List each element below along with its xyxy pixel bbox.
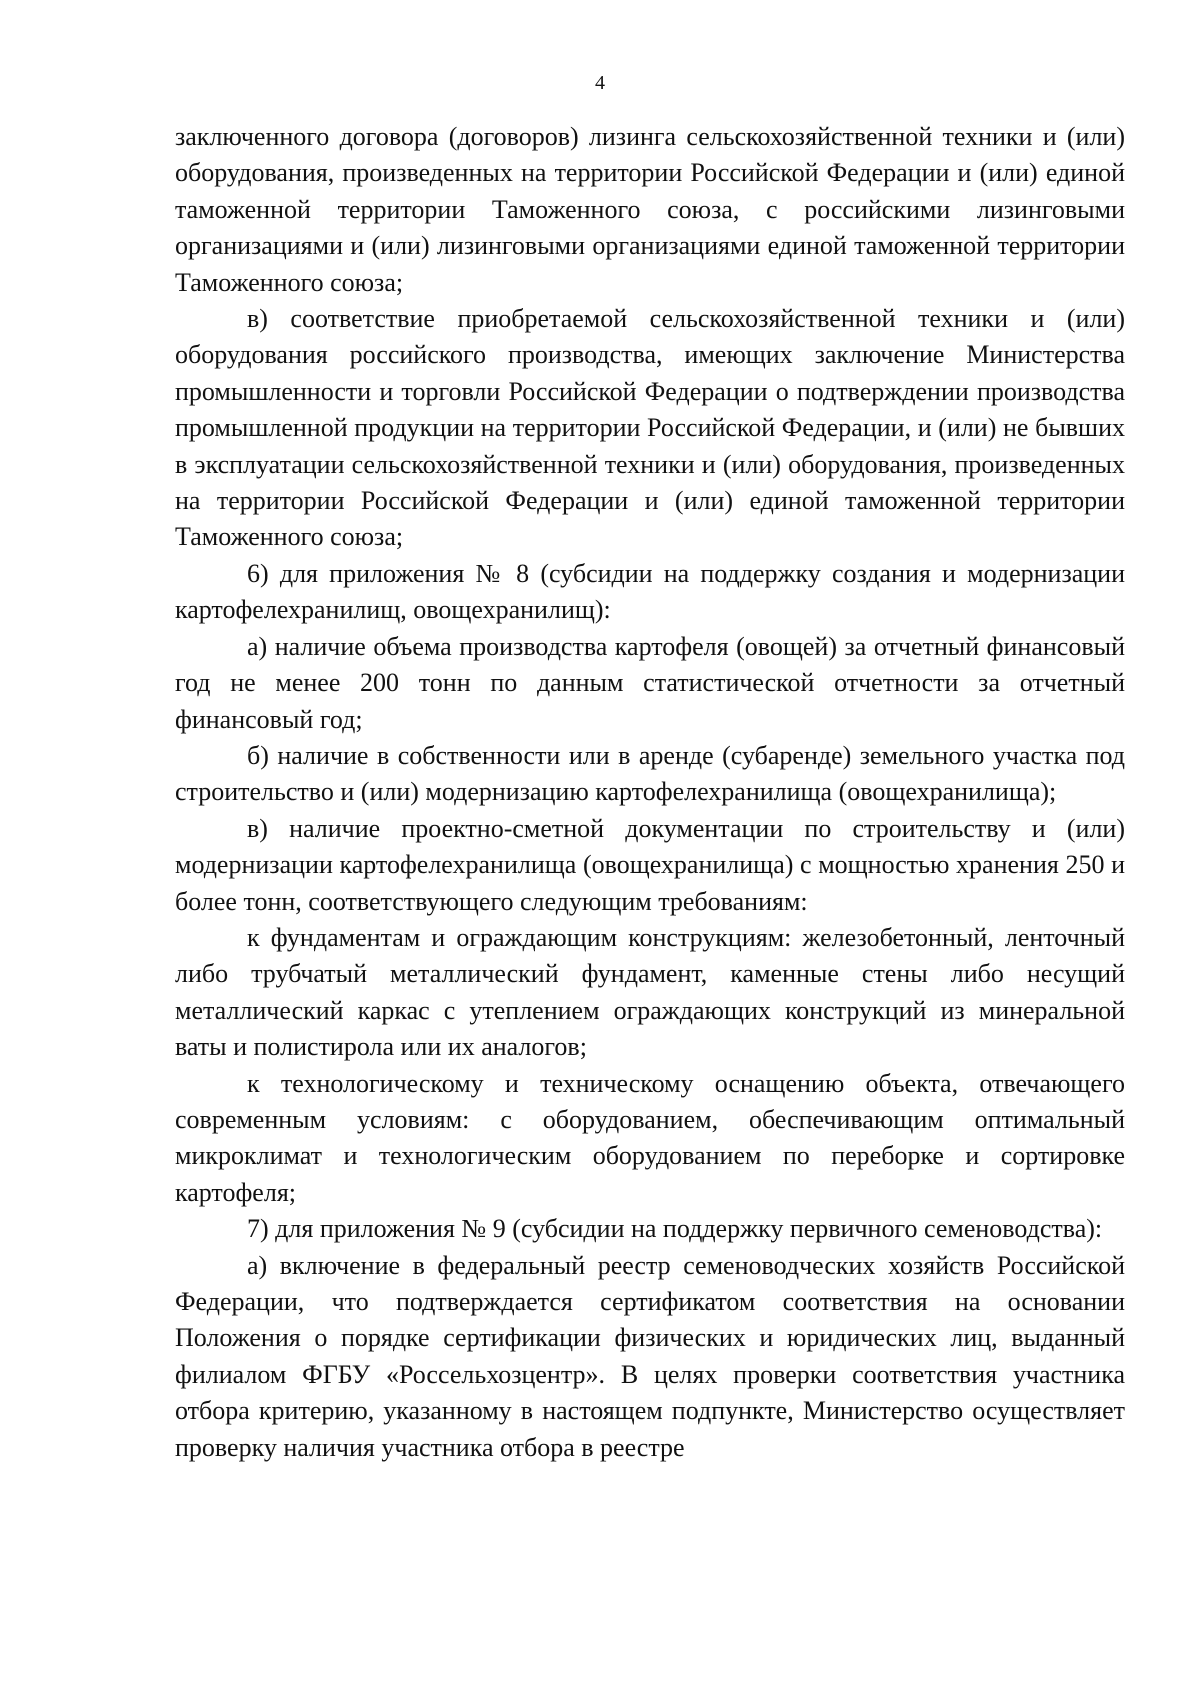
paragraph-appendix-8: 6) для приложения № 8 (субсидии на поддержку создания и модернизации картофелехранилищ, овощехранилищ): (175, 558, 1125, 625)
page-number: 4 (595, 72, 605, 94)
paragraph-appendix-9: 7) для приложения № 9 (субсидии на поддержку первичного семеноводства): (247, 1214, 1103, 1244)
paragraph-criterion-b-land: б) наличие в собственности или в аренде (субаренде) земельного участка под строительство и (или) модернизацию картофелехранилища (овощехранилища); (175, 740, 1125, 807)
paragraph-leasing-continuation: заключенного договора (договоров) лизинга сельскохозяйственной техники и (или) оборудования, произведенных на территории Российской Федерации и (или) единой таможенной территории Таможенного союза, с российскими лизинговыми организациями и (или) лизинговыми организациями единой таможенной территории Таможенного союза; (175, 122, 1125, 297)
paragraph-criterion-a-registry: а) включение в федеральный реестр семеноводческих хозяйств Российской Федерации, что подтверждается сертификатом соответствия на основании Положения о порядке сертификации физических и юридических лиц, выданный филиалом ФГБУ «Россельхозцентр». В целях проверки соответствия участника отбора критерию, указанному в настоящем подпункте, Министерство осуществляет проверку наличия участника отбора в реестре (175, 1250, 1125, 1462)
paragraph-criterion-a-volume: а) наличие объема производства картофеля (овощей) за отчетный финансовый год не менее 200 тонн по данным статистической отчетности за отчетный финансовый год; (175, 631, 1125, 734)
document-body (175, 119, 1125, 1466)
paragraph-criterion-v-documentation: в) наличие проектно-сметной документации по строительству и (или) модернизации картофелехранилища (овощехранилища) с мощностью хранения 250 и более тонн, соответствующего следующим требованиям: (175, 813, 1125, 916)
paragraph-technical-requirements: к технологическому и техническому оснащению объекта, отвечающего современным условиям: с оборудованием, обеспечивающим оптимальный микроклимат и технологическим оборудованием по переборке и сортировке картофеля; (175, 1068, 1125, 1207)
paragraph-criterion-v-equipment: в) соответствие приобретаемой сельскохозяйственной техники и (или) оборудования российского производства, имеющих заключение Министерства промышленности и торговли Российской Федерации о подтверждении производства промышленной продукции на территории Российской Федерации, и (или) не бывших в эксплуатации сельскохозяйственной техники и (или) оборудования, произведенных на территории Российской Федерации и (или) единой таможенной территории Таможенного союза; (175, 304, 1125, 552)
paragraph-foundation-requirements: к фундаментам и ограждающим конструкциям: железобетонный, ленточный либо трубчатый металлический фундамент, каменные стены либо несущий металлический каркас с утеплением ограждающих конструкций из минеральной ваты и полистирола или их аналогов; (175, 922, 1125, 1062)
